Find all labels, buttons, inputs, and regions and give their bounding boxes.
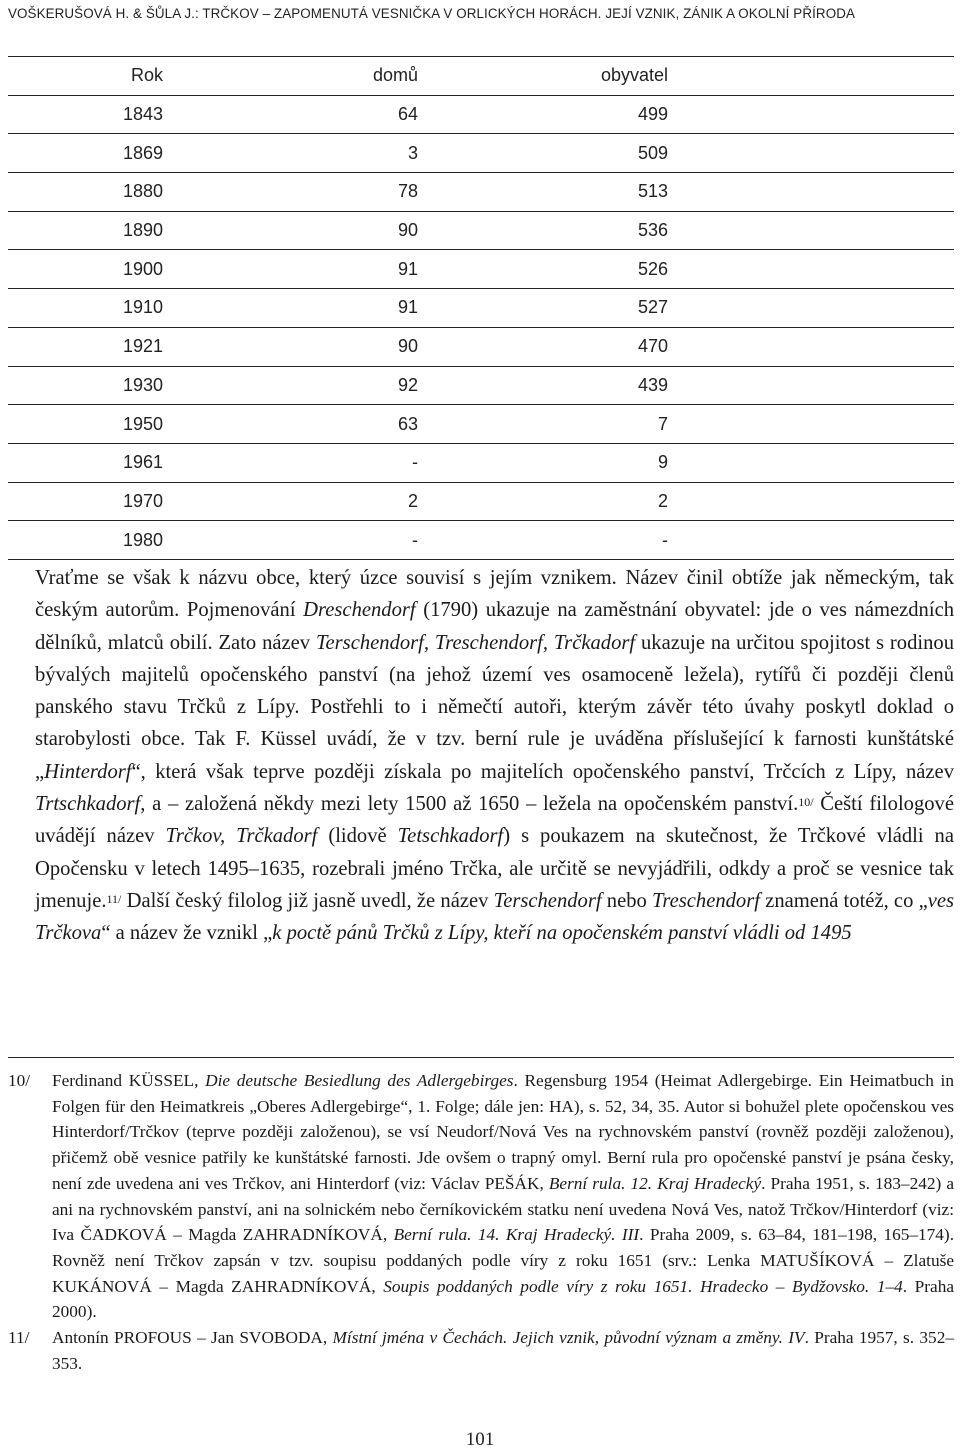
table-row — [8, 367, 954, 406]
italic-run: Trtschkadorf — [35, 793, 141, 816]
text-run: nebo — [601, 889, 653, 912]
cell-year: 1930 — [122, 374, 163, 395]
table-row — [8, 289, 954, 328]
cell-inhabitants: - — [662, 529, 668, 550]
italic-run: Soupis poddaných podle víry z roku 1651. Hradecko – Bydžovsko. 1–4 — [383, 1276, 903, 1296]
text-run: . Regensburg 1954 (Heimat Adlergebirge. Ein Heimatbuch in Folgen für den Heimatkreis „Oberes Adlergebirge“, 1. Folge; dále jen: HA), s. 52, 34, 35. Autor si bohužel plete opočenskou ves Hinterdorf/Trčkov (teprve později založenou), se vsí Neudorf/Nová Ves na rychnovském panství (rovněž později založenou), přičemž obě vesnice patřily ke kunštátské farnosti. Jde ovšem o trapný omyl. Berní rula pro opočenské panství je psána česky, není zde uvedena ani ves Trčkov, ani Hinterdorf (viz: Václav PEŠÁK, — [52, 1071, 955, 1193]
footnote-11 — [8, 1325, 954, 1376]
footnote-ref-11: 11/ — [106, 891, 122, 906]
cell-inhabitants: 470 — [637, 336, 668, 357]
italic-run: Die deutsche Besiedlung des Adlergebirges — [205, 1071, 514, 1090]
italic-run: Berní rula. 14. Kraj Hradecký. III — [393, 1225, 640, 1245]
cell-houses: 64 — [397, 104, 418, 125]
running-head: VOŠKERUŠOVÁ H. & ŠŮLA J.: TRČKOV – ZAPOMENUTÁ VESNIČKA V ORLICKÝCH HORÁCH. JEJÍ VZNIK, ZÁNIK A OKOLNÍ PŘÍRODA — [8, 6, 856, 21]
italic-run: Tetschkadorf — [397, 825, 504, 848]
text-run: Čeští filologové uvádějí název — [35, 793, 954, 848]
body-paragraph — [8, 562, 954, 950]
text-run: . Praha 2009, s. 63–84, 181–198, 165–174). Rovněž není Trčkov zapsán v tzv. soupisu poddaných podle víry z roku 1651 (srv.: Lenka MATUŠÍKOVÁ – Zlatuše KUKÁNOVÁ – Magda ZAHRADNÍKOVÁ, — [52, 1225, 955, 1296]
cell-inhabitants: 513 — [637, 181, 668, 202]
italic-run: k poctě pánů Trčků z Lípy, kteří na opočenském panství vládli od 1495 — [272, 922, 852, 945]
cell-year: 1970 — [122, 490, 163, 511]
footnote-text — [52, 1068, 954, 1325]
text-run: . Praha 1957, s. 352–353. — [52, 1328, 954, 1373]
table-row — [8, 96, 954, 135]
text-run: “, která však teprve později získala po majitelích opočenského panství, Trčcích z Lípy, název — [131, 760, 954, 783]
table-row — [8, 521, 954, 559]
cell-year: 1900 — [122, 258, 163, 279]
text-run: (1790) ukazuje na zaměstnání obyvatel: jde o ves námezdních dělníků, mlatců obilí. Zato název — [35, 599, 955, 654]
population-table — [8, 56, 954, 560]
cell-houses: 2 — [407, 490, 418, 511]
cell-inhabitants: 499 — [637, 104, 668, 125]
footnote-divider — [8, 1057, 954, 1058]
italic-run: Terschendorf, Treschendorf, Trčkadorf — [315, 631, 636, 654]
cell-houses: 91 — [397, 297, 418, 318]
cell-year: 1961 — [122, 452, 163, 473]
cell-inhabitants: 509 — [637, 142, 668, 163]
cell-houses: 90 — [397, 336, 418, 357]
cell-year: 1890 — [122, 220, 163, 241]
header-inhabitants: obyvatel — [600, 65, 668, 86]
text-run: . Praha 2000). — [52, 1276, 955, 1322]
italic-run: ves Trčkova — [35, 889, 955, 945]
table-row — [8, 173, 954, 212]
italic-run: Místní jména v Čechách. Jejich vznik, původní význam a změny. IV — [332, 1328, 805, 1348]
cell-houses: - — [412, 452, 418, 473]
cell-houses: 91 — [397, 258, 418, 279]
cell-houses: - — [412, 529, 418, 550]
table-row — [8, 134, 954, 173]
cell-year: 1880 — [122, 181, 163, 202]
cell-year: 1869 — [122, 142, 163, 163]
table-header-row — [8, 57, 954, 96]
text-run: ) s poukazem na skutečnost, že Trčkové vládli na Opočensku v letech 1495–1635, rozebrali jméno Trčka, ale určitě se nevyjádřili, odkdy a proč se vesnice tak jmenuje. — [35, 825, 954, 912]
footnote-ref-10: 10/ — [798, 795, 814, 810]
cell-year: 1950 — [122, 413, 163, 434]
footnote-text — [52, 1325, 954, 1376]
table-row — [8, 444, 954, 483]
table-row — [8, 328, 954, 367]
table-row — [8, 250, 954, 289]
text-run: “ a název že vznikl „ — [101, 922, 273, 945]
italic-run: Dreschendorf — [303, 599, 416, 622]
italic-run: Hinterdorf — [44, 760, 132, 783]
cell-year: 1921 — [122, 336, 163, 357]
text-run: . Praha 1951, s. 183–242) a ani na rychnovském panství, ani na solnickém nebo černíkovickém statku není uvedena Nová Ves, natož Trčkov/Hinterdorf (viz: Iva ČADKOVÁ – Magda ZAHRADNÍKOVÁ, — [52, 1173, 954, 1245]
cell-year: 1843 — [122, 104, 163, 125]
footnote-number: 10/ — [8, 1071, 31, 1090]
cell-year: 1910 — [122, 297, 163, 318]
table-row — [8, 483, 954, 522]
cell-houses: 92 — [397, 374, 418, 395]
cell-inhabitants: 7 — [657, 413, 668, 434]
italic-run: Terschendorf — [493, 889, 602, 912]
italic-run: Treschendorf — [652, 889, 760, 912]
table-row — [8, 405, 954, 444]
italic-run: Trčkov, Trčkadorf — [165, 825, 318, 848]
cell-inhabitants: 527 — [637, 297, 668, 318]
cell-houses: 63 — [397, 413, 418, 434]
cell-houses: 3 — [407, 142, 418, 163]
text-run: , a – založená někdy mezi lety 1500 až 1650 – ležela na opočenském panství. — [140, 793, 799, 816]
cell-houses: 78 — [397, 181, 418, 202]
cell-inhabitants: 536 — [637, 220, 668, 241]
text-run: Ferdinand KÜSSEL, — [52, 1071, 206, 1090]
cell-inhabitants: 2 — [657, 490, 668, 511]
page-number: 101 — [465, 1429, 495, 1450]
text-run: znamená totéž, co „ — [759, 889, 928, 912]
cell-year: 1980 — [122, 529, 163, 550]
footnote-10 — [8, 1068, 954, 1325]
text-run: Vraťme se však k názvu obce, který úzce souvisí s jejím vznikem. Název činil obtíže jak německým, tak českým autorům. Pojmenování — [35, 567, 954, 622]
footnotes — [8, 1068, 954, 1376]
italic-run: Berní rula. 12. Kraj Hradecký — [548, 1173, 762, 1193]
table-row — [8, 212, 954, 251]
cell-inhabitants: 439 — [637, 374, 668, 395]
text-run: Další český filolog již jasně uvedl, že název — [121, 889, 494, 912]
text-run: ukazuje na určitou spojitost s rodinou bývalých majitelů opočenského panství (na jehož území ves osamoceně ležela), rytířů či později členů panského stavu Trčků z Lípy. Postřehli to i němečtí autoři, kterým závěr této úvahy poskytl doklad o starobylosti obce. Tak F. Küssel uvádí, že v tzv. berní rule je uváděna příslušející k farnosti kunštátské „ — [35, 631, 954, 783]
footnote-number: 11/ — [8, 1328, 30, 1348]
text-run: (lidově — [317, 825, 398, 848]
header-houses: domů — [372, 65, 418, 86]
cell-houses: 90 — [397, 220, 418, 241]
cell-inhabitants: 526 — [637, 258, 668, 279]
cell-inhabitants: 9 — [657, 452, 668, 473]
header-year: Rok — [130, 65, 163, 86]
text-run: Antonín PROFOUS – Jan SVOBODA, — [52, 1328, 333, 1348]
